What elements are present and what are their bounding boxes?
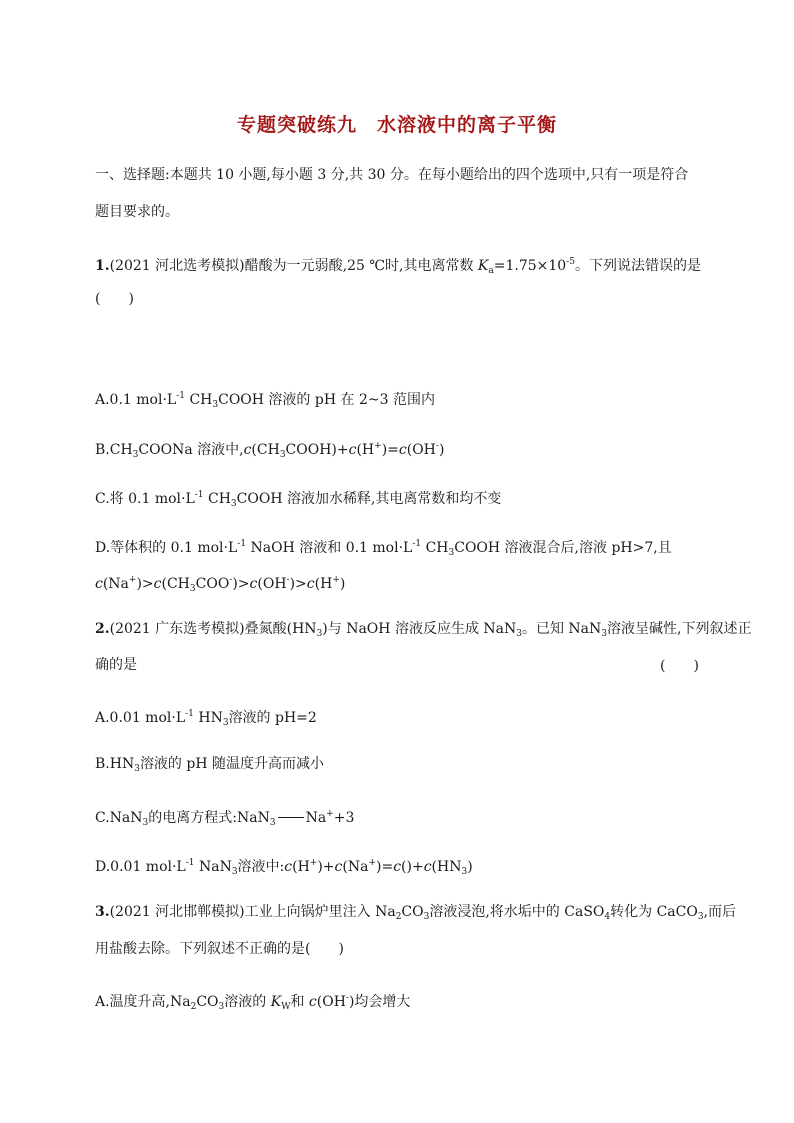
question-3-option-a: A.温度升高$,Na_2CO_3$溶液的 $K_W$和 c(OH-)均会增大 — [95, 993, 411, 1012]
question-number: 1. — [95, 258, 110, 274]
question-2-stem-line2: 确的是 — [95, 657, 137, 673]
section-instructions-line2: 题目要求的。 — [95, 204, 179, 220]
page-title: 专题突破练九 水溶液中的离子平衡 — [236, 114, 557, 136]
question-2-option-a: A.0.01 $mol\cdot L^{-1}$ $HN_3$溶液的 pH=2 — [95, 709, 317, 728]
question-number: 3. — [95, 904, 110, 920]
question-number: 2. — [95, 621, 110, 637]
question-1-option-b: $B.CH_3COONa$ 溶液中$,c(CH_3COOH)+c(H^+)=c(OH^-)$ — [95, 441, 445, 460]
question-2-option-c: C.NaN$_3$的电离方程式:NaN$_3$ Na++3 — [95, 809, 355, 828]
ionization-equals-sign — [278, 817, 304, 818]
question-1-option-d: D.等体积的 0.1 $mol\cdot L^{-1}$ NaOH 溶液和 0.1 $mol\cdot L^{-1}$ $CH_3COOH$ 溶液混合后,溶液 pH>7,且 — [95, 539, 672, 558]
question-1-option-c: C.将 0.1 $mol\cdot L^{-1}$ $CH_3COOH$ 溶液加水稀释,其电离常数和均不变 — [95, 490, 502, 509]
question-2-stem: 2.(2021 广东选考模拟)叠氮酸$(HN_3)$与 NaOH 溶液反应生成 NaN$_3$。已知 NaN$_3$溶液呈碱性,下列叙述正 — [95, 621, 752, 639]
question-3-stem-line2: 用盐酸去除。下列叙述不正确的是( ) — [95, 941, 344, 957]
question-1-option-a: A.0.1 $mol\cdot L^{-1}$ $CH_3COOH$ 溶液的 pH 在 2~3 范围内 — [95, 391, 435, 410]
question-2-answer-paren: ( ) — [660, 658, 699, 674]
question-2-option-d: D.0.01 $mol\cdot L^{-1}$ NaN$_3$溶液中$:c(H^+)+c(Na^+)=c()+c(HN_3)$ — [95, 858, 473, 877]
question-1-answer-paren: ( ) — [95, 291, 134, 307]
question-1-stem: 1.(2021 河北选考模拟)醋酸为一元弱酸,25 ℃时,其电离常数 $K_a=1.75\times 10^{-5}$。下列说法错误的是 — [95, 257, 701, 276]
question-1-option-d-line2: $c(Na^+)>c(CH_3COO^-)>c(OH^-)>c(H^+)$ — [95, 575, 346, 594]
question-2-option-b: $B.HN_3$溶液的 pH 随温度升高而减小 — [95, 756, 325, 774]
question-3-stem: 3.(2021 河北邯郸模拟)工业上向锅炉里注入 $Na_2CO_3$溶液浸泡,将水垢中的 CaSO$_4$转化为 CaCO$_3$,而后 — [95, 904, 737, 922]
section-instructions-line1: 一、选择题:本题共 10 小题,每小题 3 分,共 30 分。在每小题给出的四个选项中,只有一项是符合 — [95, 167, 689, 183]
